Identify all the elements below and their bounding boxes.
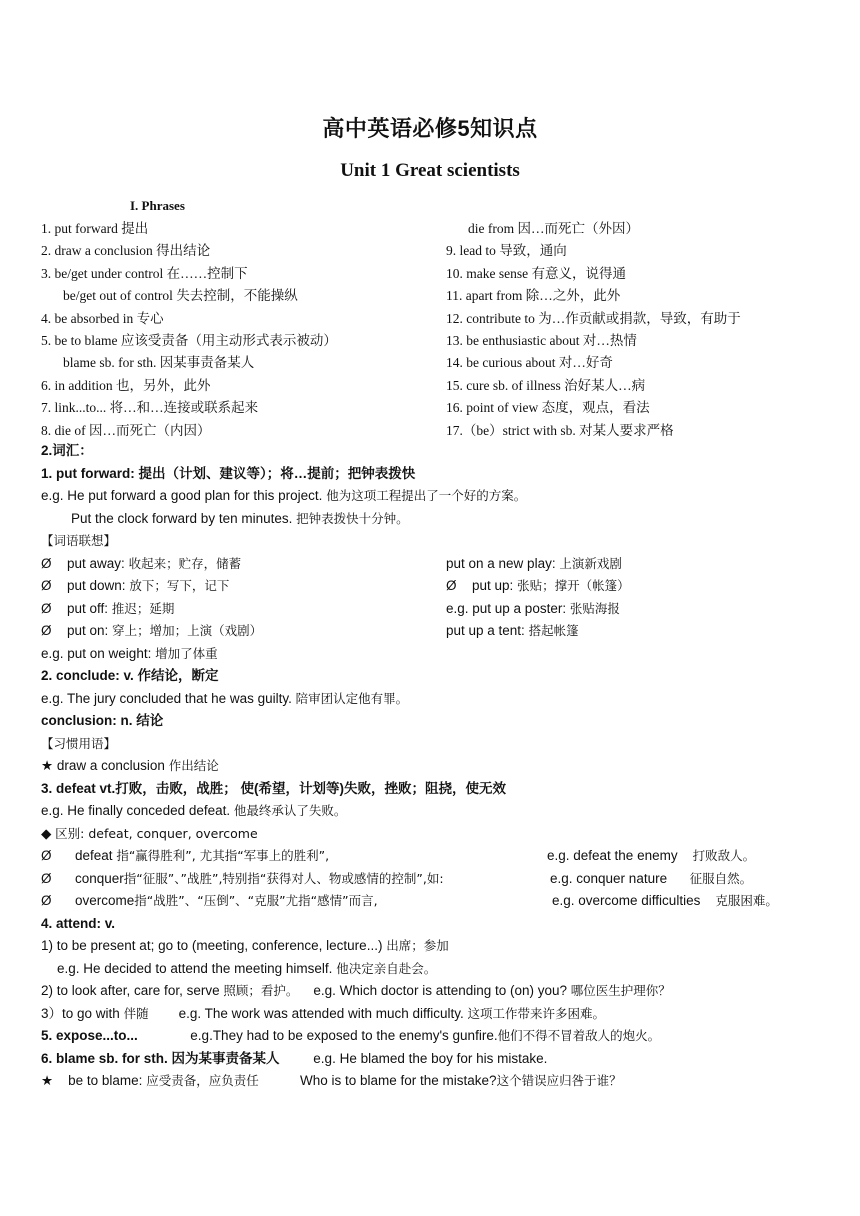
example-en: e.g. Which doctor is attending to (on) you? xyxy=(313,983,568,998)
phrase-item: 17.（be）strict with sb. 对某人要求严格 xyxy=(446,422,674,438)
bullet-icon: Ø xyxy=(41,600,52,616)
diff-example-cn: 打败敌人。 xyxy=(692,848,756,863)
phrase-item: 15. cure sb. of illness 治好某人…病 xyxy=(446,377,646,393)
diff-word: conquer xyxy=(75,870,124,886)
example-line xyxy=(41,508,841,531)
example-en: e.g. The jury concluded that he was guilty. xyxy=(41,690,292,706)
example-cn: 他最终承认了失败。 xyxy=(233,803,347,818)
diff-example: e.g. defeat the enemy xyxy=(547,848,678,863)
phrase-item: 6. in addition 也，另外，此外 xyxy=(41,377,211,393)
definition-line xyxy=(41,980,841,1003)
example-cn: 他们不得不冒着敌人的炮火。 xyxy=(497,1028,661,1043)
phrase-item: 13. be enthusiastic about 对…热情 xyxy=(446,332,637,348)
phrase-item: 16. point of view 态度，观点，看法 xyxy=(446,400,650,416)
phrases-right-column xyxy=(446,218,741,442)
entry-heading-defeat: 3. defeat vt.打败，击败，战胜； 使(希望，计划等)失败，挫败；阻挠，使无效 xyxy=(41,780,507,796)
assoc-cn: 放下；写下，记下 xyxy=(129,578,230,593)
page-title: 高中英语必修5知识点 xyxy=(322,116,538,141)
definition-cn: 伴随 xyxy=(123,1005,149,1021)
diff-desc: 指“战胜”、“压倒”、“克服”尤指“感情”而言, xyxy=(134,893,378,908)
example-en: e.g. He blamed the boy for his mistake. xyxy=(313,1050,548,1066)
example-line xyxy=(41,688,841,711)
phrase-item: 5. be to blame 应该受责备（用主动形式表示被动） xyxy=(41,332,337,348)
diamond-icon: ◆ xyxy=(41,825,52,841)
diff-desc: 指“征服”、”战胜”,特别指“获得对人、物或感情的控制”,如: xyxy=(123,870,444,886)
definition-en: to go with xyxy=(62,1005,120,1021)
example-cn: 陪审团认定他有罪。 xyxy=(295,690,409,706)
phrase-item: 9. lead to 导致，通向 xyxy=(446,243,567,259)
phrase-item: 3. be/get under control 在……控制下 xyxy=(41,265,248,281)
phrases-heading: I. Phrases xyxy=(130,198,185,213)
entry-heading-conclude: 2. conclude: v. 作结论，断定 xyxy=(41,668,219,683)
example-cn: 他为这项工程提出了一个好的方案。 xyxy=(326,488,527,503)
assoc-en: put on: xyxy=(67,623,109,638)
difference-label: 区别: defeat, conquer, overcome xyxy=(55,825,258,841)
example-cn: 增加了体重 xyxy=(155,645,218,661)
idiom-cn: 作出结论 xyxy=(168,758,219,773)
question-cn: 这个错误应归咎于谁？ xyxy=(496,1073,622,1088)
assoc-en: put up a tent: xyxy=(446,623,525,638)
entry-heading-expose: 5. expose...to... xyxy=(41,1028,138,1043)
example-line xyxy=(41,958,841,981)
entry-heading-attend: 4. attend: v. xyxy=(41,915,116,931)
assoc-cn: 穿上；增加；上演（戏剧） xyxy=(112,623,263,638)
phrase-item: 11. apart from 除…之外，此外 xyxy=(446,288,621,304)
example-en: e.g. He decided to attend the meeting himself. xyxy=(57,960,333,976)
phrase-item: 4. be absorbed in 专心 xyxy=(41,310,164,326)
diff-example-cn: 克服困难。 xyxy=(715,893,778,908)
association-row xyxy=(41,598,841,621)
diff-word: defeat xyxy=(75,848,113,863)
assoc-cn: 收起来；贮存，储蓄 xyxy=(128,555,242,571)
diff-desc: 指“赢得胜利”, 尤其指“军事上的胜利”, xyxy=(116,848,330,863)
definition-number: 3） xyxy=(41,1005,63,1021)
example-en: e.g. He finally conceded defeat. xyxy=(41,803,231,818)
question-en: Who is to blame for the mistake? xyxy=(299,1073,497,1088)
bullet-icon: Ø xyxy=(41,578,52,593)
assoc-en: put on a new play: xyxy=(446,555,556,571)
example-line xyxy=(41,800,841,823)
example-en: e.g.They had to be exposed to the enemy's gunfire. xyxy=(190,1028,498,1043)
bullet-icon: Ø xyxy=(41,848,52,863)
assoc-cn: 推迟；延期 xyxy=(111,600,175,616)
bullet-icon: Ø xyxy=(41,893,52,908)
example-cn: 把钟表拨快十分钟。 xyxy=(296,510,409,526)
example-cn: 这项工作带来许多困难。 xyxy=(467,1005,606,1021)
assoc-cn: 搭起帐篷 xyxy=(528,623,579,638)
association-row xyxy=(41,620,841,643)
assoc-en: put off: xyxy=(67,600,109,616)
phrase-item: 8. die of 因…而死亡（内因） xyxy=(41,422,211,438)
bullet-icon: Ø xyxy=(446,578,457,593)
difference-row xyxy=(41,890,841,913)
note-en: be to blame: xyxy=(68,1073,143,1088)
star-icon: ★ xyxy=(41,1073,54,1088)
phrase-item: blame sb. for sth. 因某事责备某人 xyxy=(63,355,255,371)
definition-en: 1) to be present at; go to (meeting, conference, lecture...) xyxy=(41,938,383,953)
idiom-en: draw a conclusion xyxy=(56,758,165,773)
idiom-heading: 【习惯用语】 xyxy=(41,735,117,751)
bullet-icon: Ø xyxy=(41,555,52,571)
assoc-en: put up: xyxy=(472,578,514,593)
phrase-item: 12. contribute to 为…作贡献或捐款，导致，有助于 xyxy=(446,310,741,326)
example-en: Put the clock forward by ten minutes. xyxy=(71,510,293,526)
difference-line xyxy=(41,823,841,846)
phrase-item: 10. make sense 有意义，说得通 xyxy=(446,265,626,281)
difference-row xyxy=(41,845,841,868)
expose-line xyxy=(41,1025,841,1048)
assoc-en: e.g. put up a poster: xyxy=(446,600,567,616)
example-en: e.g. The work was attended with much difficulty. xyxy=(178,1005,464,1021)
blame-line xyxy=(41,1048,841,1071)
diff-word: overcome xyxy=(75,893,135,908)
example-en: e.g. put on weight: xyxy=(41,645,152,661)
phrase-item: 14. be curious about 对…好奇 xyxy=(446,355,613,371)
phrases-left-column xyxy=(41,218,337,442)
definition-line xyxy=(41,935,841,958)
assoc-en: put down: xyxy=(67,578,126,593)
assoc-cn: 上演新戏剧 xyxy=(559,555,622,571)
blame-note-line xyxy=(41,1070,841,1093)
example-en: e.g. He put forward a good plan for this project. xyxy=(41,488,323,503)
diff-example-cn: 征服自然。 xyxy=(689,870,753,886)
phrase-item: 2. draw a conclusion 得出结论 xyxy=(41,243,211,259)
entry-heading-blame: 6. blame sb. for sth. 因为某事责备某人 xyxy=(41,1050,280,1066)
bullet-icon: Ø xyxy=(41,870,52,886)
diff-example: e.g. overcome difficulties xyxy=(552,893,701,908)
bullet-icon: Ø xyxy=(41,623,52,638)
star-icon: ★ xyxy=(41,758,54,773)
entry-heading-conclusion: conclusion: n. 结论 xyxy=(41,713,164,728)
assoc-en: put away: xyxy=(67,555,125,571)
association-row xyxy=(41,575,841,598)
example-line xyxy=(41,485,841,508)
assoc-cn: 张贴海报 xyxy=(569,600,620,616)
difference-row xyxy=(41,868,841,891)
diff-example: e.g. conquer nature xyxy=(550,870,668,886)
phrase-item: die from 因…而死亡（外因） xyxy=(468,221,639,236)
note-cn: 应受责备，应负责任 xyxy=(146,1073,259,1088)
phrase-item: 7. link...to... 将…和…连接或联系起来 xyxy=(41,400,259,416)
entry-heading-put-forward: 1. put forward: 提出（计划、建议等）；将…提前；把钟表拨快 xyxy=(41,465,416,481)
association-heading: 【词语联想】 xyxy=(41,533,117,548)
example-cn: 他决定亲自赴会。 xyxy=(336,960,437,976)
assoc-cn: 张贴；撑开（帐篷） xyxy=(517,578,630,593)
vocab-heading: 2.词汇： xyxy=(41,443,93,458)
definition-cn: 照顾；看护。 xyxy=(223,983,299,998)
phrase-item: 1. put forward 提出 xyxy=(41,221,149,236)
phrase-item: be/get out of control 失去控制，不能操纵 xyxy=(63,288,298,304)
example-line xyxy=(41,643,841,666)
unit-title: Unit 1 Great scientists xyxy=(340,160,520,181)
idiom-line xyxy=(41,755,841,778)
example-cn: 哪位医生护理你？ xyxy=(570,983,671,998)
definition-en: 2) to look after, care for, serve xyxy=(41,983,220,998)
vocabulary-section xyxy=(41,440,841,1093)
association-row xyxy=(41,553,841,576)
definition-line xyxy=(41,1003,841,1026)
definition-cn: 出席；参加 xyxy=(386,938,449,953)
